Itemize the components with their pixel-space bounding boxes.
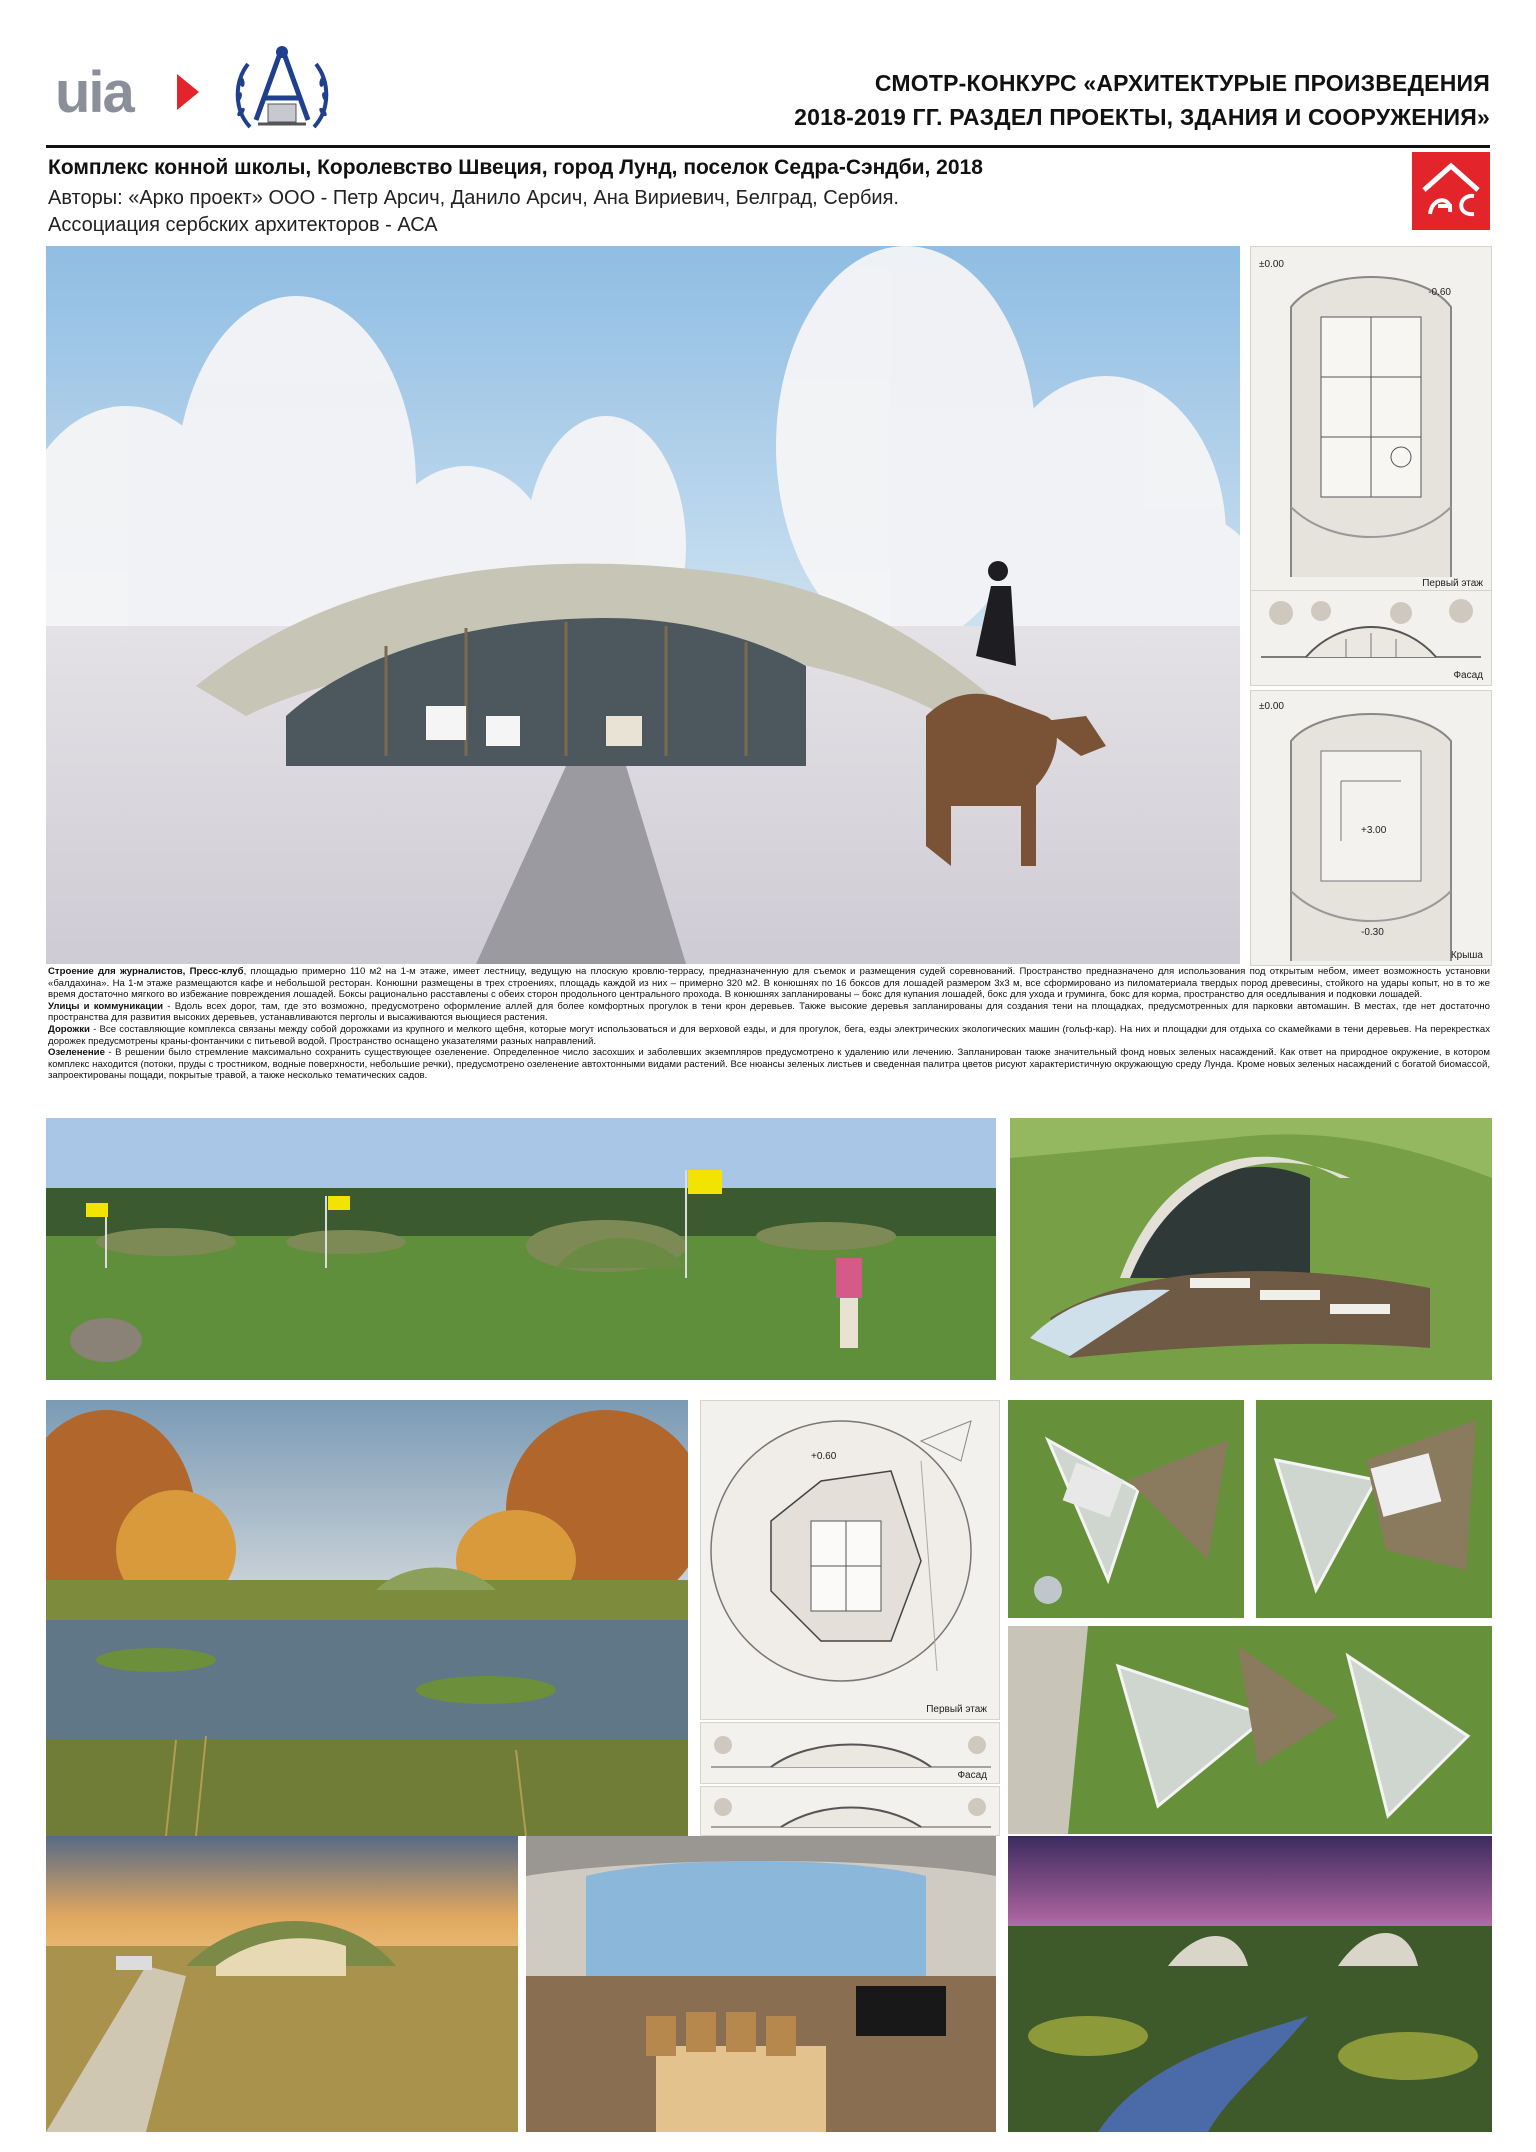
paragraph-heading: Дорожки bbox=[48, 1023, 90, 1035]
project-authors bbox=[48, 185, 899, 239]
paragraph-text: , площадью примерно 110 м2 на 1-м этаже, имеет лестницу, ведущую на плоскую кровлю-террасу, предназначенную для съемок и размещения судей соревнований. Пространство предназначено для использования под открытым небом, имеет возможность установки «балдахина». На 1-м этаже размещаются кафе и небольшой ресторан. Конюшни размещены в трех строениях, площадь каждой из них – примерно 320 м2. В конюшнях по 16 боксов для лошадей размером 3х3 м, все сформировано из пиломатериала твердых пород древесины, стойкого на удары копыт, но в то же время достаточно мягкого во избежание повреждения лошадей. Боксы рационально расставлены с обеих сторон продольного центрального прохода. В конюшнях запланированы – бокс для купания лошадей, бокс для ухода и груминга, бокс для корма, пространство для оседлывания и подковки лошадей. bbox=[48, 966, 1490, 1001]
description-paragraph bbox=[48, 1001, 1490, 1024]
paragraph-heading: Озеленение bbox=[48, 1047, 105, 1059]
roof-plan-drawing bbox=[1250, 690, 1492, 966]
facade-label: Фасад bbox=[1453, 670, 1483, 681]
site-plan-label: Первый этаж bbox=[926, 1704, 987, 1715]
terrace-render bbox=[1010, 1118, 1492, 1380]
uia-logo bbox=[55, 62, 195, 124]
uia-logo-text: uia bbox=[55, 60, 133, 125]
paragraph-heading: Строение для журналистов, Пресс-клуб bbox=[48, 966, 244, 977]
aerial-render-1 bbox=[1008, 1400, 1244, 1618]
level-mark: -0.30 bbox=[1361, 927, 1384, 938]
facade-drawing bbox=[1250, 590, 1492, 686]
paragraph-text: - В решении было стремление максимально сохранить существующее озеленение. Определенное число засохших и заболевших экземпляров предусмотрено к удалению или лечению. Запланирован также значительный фонд новых зеленых насаждений. Как ответ на природное окружение, в котором комплекс находится (потоки, пруды с тростником, водные поверхности, небольшие речки), предусмотрено озеленение автохтонными видами растений. Все нюансы зеленых листьев и сведенная палитра цветов рисуют характеристичную окружающую среду Лунда. Кроме новых зеленых насаждений с богатой биомассой, запроектированы пощади, покрытые травой, а также несколько тематических садов. bbox=[48, 1047, 1490, 1082]
paragraph-heading: Улицы и коммуникации bbox=[48, 1000, 164, 1012]
facade-elevation-2 bbox=[700, 1786, 1000, 1836]
header-divider bbox=[46, 145, 1490, 148]
project-description bbox=[48, 966, 1490, 1082]
authors-line: Авторы: «Арко проект» ООО - Петр Арсич, Данило Арсич, Ана Вириевич, Белград, Сербия. bbox=[48, 187, 899, 209]
roof-label: Крыша bbox=[1450, 950, 1483, 961]
aerial-render-3 bbox=[1008, 1626, 1492, 1834]
level-mark: -0.60 bbox=[1428, 287, 1451, 298]
description-paragraph bbox=[48, 1047, 1490, 1082]
first-floor-plan-drawing bbox=[1250, 246, 1492, 596]
aerial-render-2 bbox=[1256, 1400, 1492, 1618]
paragraph-text: - Вдоль всех дорог, там, где это возможно, предусмотрено оформление аллей для более комфортных прогулок в тени крон деревьев. Также высокие деревья запланированы для создания тени на площадках, предусмотренных для парковки автомашин. В местах, где нет достаточно пространства для развития высоких деревьев, устанавливаются перголы и высаживаются вьющиеся растения. bbox=[48, 1000, 1490, 1024]
facade-label: Фасад bbox=[957, 1770, 987, 1781]
level-mark: ±0.00 bbox=[1259, 259, 1284, 270]
winter-render bbox=[46, 246, 1240, 964]
level-mark: +0.60 bbox=[811, 1451, 837, 1462]
description-paragraph bbox=[48, 966, 1490, 1001]
uia-arrow-icon bbox=[177, 74, 199, 110]
level-mark: +3.00 bbox=[1361, 825, 1387, 836]
first-floor-label: Первый этаж bbox=[1422, 578, 1483, 589]
night-render bbox=[1008, 1836, 1492, 2132]
level-mark: ±0.00 bbox=[1259, 701, 1284, 712]
description-paragraph bbox=[48, 1024, 1490, 1047]
autumn-pond-render bbox=[46, 1400, 688, 1836]
architects-union-emblem bbox=[228, 42, 336, 142]
contest-title bbox=[590, 66, 1490, 134]
asa-logo bbox=[1412, 152, 1490, 230]
contest-title-line1: СМОТР-КОНКУРС «АРХИТЕКТУРЫЕ ПРОИЗВЕДЕНИЯ bbox=[874, 70, 1490, 96]
facade-elevation-1 bbox=[700, 1722, 1000, 1784]
ground-floor-site-plan bbox=[700, 1400, 1000, 1720]
interior-render bbox=[526, 1836, 996, 2132]
paragraph-text: - Все составляющие комплекса связаны между собой дорожками из крупного и мелкого щебня, которые могут использоваться и для верховой езды, и для прогулок, бега, езды электрических экологических машин (гольф-кар). На них и площадки для отдыха со скамейками в тени деревьев. На перекрестках дорожек предусмотрены краны-фонтанчики с питьевой водой. Пространство оснащено указателями разных направлений. bbox=[48, 1023, 1490, 1047]
sunset-render bbox=[46, 1836, 518, 2132]
golf-course-render bbox=[46, 1118, 996, 1380]
association-line: Ассоциация сербских архитекторов - АСА bbox=[48, 214, 438, 236]
contest-title-line2: 2018-2019 ГГ. РАЗДЕЛ ПРОЕКТЫ, ЗДАНИЯ И СООРУЖЕНИЯ» bbox=[794, 104, 1490, 130]
project-title: Комплекс конной школы, Королевство Швеция, город Лунд, поселок Седра-Сэндби, 2018 bbox=[48, 156, 983, 179]
